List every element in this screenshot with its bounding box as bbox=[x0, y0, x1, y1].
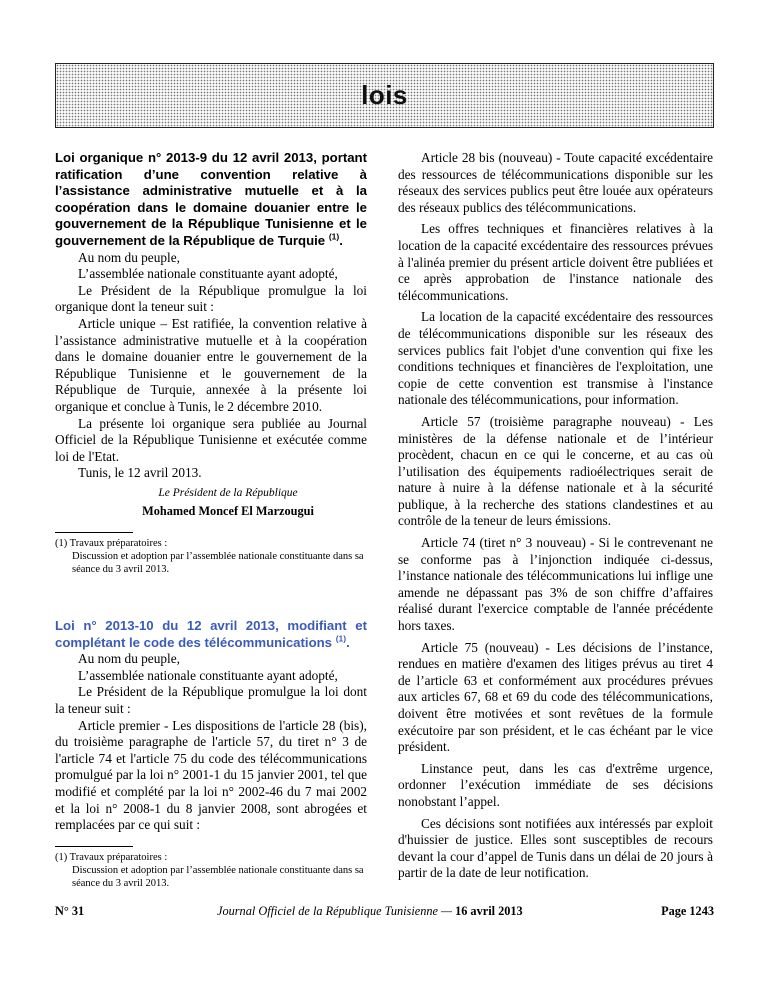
right-column bbox=[398, 150, 713, 882]
footnote-rule bbox=[55, 846, 133, 847]
law-title: Loi n° 2013-10 du 12 avril 2013, modifiant et complétant le code des télécommunications $^{(1)}$. bbox=[55, 618, 367, 650]
signature-role: Le Président de la République bbox=[158, 486, 298, 499]
journal-name: Journal Officiel de la République Tunisienne — bbox=[217, 904, 452, 918]
law-title: Loi organique n° 2013-9 du 12 avril 2013, portant ratification d’une convention relative à l’assistance administrative mutuelle et à la coopération dans le domaine douanier entre le gouvernement de la République Tunisienne et le gouvernement de la République de Turquie $^{(1)}$. bbox=[55, 150, 367, 248]
left-column bbox=[55, 150, 367, 890]
footnote-text: Discussion et adoption par l’assemblée nationale constituante dans sa séance du 3 avril 2013. bbox=[72, 864, 364, 889]
paragraph: Au nom du peuple, bbox=[78, 651, 180, 667]
footnote-text: Discussion et adoption par l’assemblée nationale constituante dans sa séance du 3 avril 2013. bbox=[72, 551, 364, 576]
paragraph: Le Président de la République promulgue la loi organique dont la teneur suit : bbox=[55, 282, 367, 315]
paragraph: Linstance peut, dans les cas d'extrême urgence, ordonner l’exécution immédiate de ses décisions nonobstant l’appel. bbox=[398, 760, 713, 809]
paragraph: La présente loi organique sera publiée au Journal Officiel de la République Tunisienne et exécutée comme loi de l'Etat. bbox=[55, 415, 367, 464]
law-title-text: Loi n° 2013-10 du 12 avril 2013, modifiant et complétant le code des télécommunications bbox=[55, 618, 367, 650]
paragraph: Article 75 (nouveau) - Les décisions de l’instance, rendues en matière d'examen des litiges prévus au tiret 4 de l’article 63 et conformément aux procédures prévues aux articles 67, 68 et 69 du code des télécommunications, doivent être motivées et sont revêtues de la formule exécutoire par son président, et le cas échéant par le vice président. bbox=[398, 639, 713, 755]
paragraph: L’assemblée nationale constituante ayant adopté, bbox=[78, 667, 338, 683]
spacer bbox=[55, 576, 367, 618]
footnote-head: (1) Travaux préparatoires : bbox=[55, 538, 168, 550]
issue-date: 16 avril 2013 bbox=[455, 904, 523, 918]
footnote-rule bbox=[55, 532, 133, 533]
footnote-ref: (1) bbox=[335, 633, 347, 644]
paragraph: Tunis, le 12 avril 2013. bbox=[78, 465, 202, 481]
paragraph: L’assemblée nationale constituante ayant adopté, bbox=[78, 266, 338, 282]
law-title-text: Loi organique n° 2013-9 du 12 avril 2013, portant ratification d’une convention relative à l’assistance administrative mutuelle et à la coopération dans le domaine douanier entre le gouvernement de la République Tunisienne et le gouvernement de la République de Turquie bbox=[55, 150, 367, 248]
section-title: lois bbox=[361, 80, 408, 110]
paragraph: Article premier - Les dispositions de l'article 28 (bis), du troisième paragraphe de l'article 57, du tiret n° 3 de l'article 74 et l'article 75 du code des télécommunications promulgué par la loi n° 2001-1 du 15 janvier 2001, tel que modifié et complété par la loi n° 2002-46 du 7 mai 2002 et la loi n° 2008-1 du 8 janvier 2008, sont abrogées et remplacées par ce qui suit : bbox=[55, 717, 367, 833]
paragraph: Le Président de la République promulgue la loi dont la teneur suit : bbox=[55, 684, 367, 717]
journal-line bbox=[217, 904, 523, 919]
footnote-ref: (1) bbox=[328, 231, 340, 242]
paragraph: Article 28 bis (nouveau) - Toute capacité excédentaire des ressources de télécommunications disponible sur les réseaux des services publics peut être louée aux opérateurs des réseaux publics des télécommunications. bbox=[398, 150, 713, 215]
paragraph: Au nom du peuple, bbox=[78, 249, 180, 265]
paragraph: La location de la capacité excédentaire des ressources de télécommunications disponible sur les réseaux des services publics fait l'objet d'une convention qui fixe les conditions techniques et financières de l'exploitation, une copie de cette convention est transmise à l'instance nationale des télécommunications, pour information. bbox=[398, 309, 713, 408]
paragraph: Ces décisions sont notifiées aux intéressés par exploit d'huissier de justice. Elles sont susceptibles de recours devant la cour d’appel de Tunis dans un délai de 20 jours à partir de la date de leur notification. bbox=[398, 815, 713, 881]
page-footer bbox=[55, 904, 714, 922]
issue-number: N° 31 bbox=[55, 904, 85, 918]
paragraph: Article unique – Est ratifiée, la convention relative à l’assistance administrative mutuelle et à la coopération dans le domaine douanier entre le gouvernement de la République Tunisienne et le gouvernement de la République de Turquie, annexée à la présente loi organique et conclue à Tunis, le 2 décembre 2010. bbox=[55, 315, 367, 414]
signature-name: Mohamed Moncef El Marzougui bbox=[142, 504, 314, 519]
page-number: Page 1243 bbox=[661, 904, 714, 918]
footnote-head: (1) Travaux préparatoires : bbox=[55, 851, 168, 863]
paragraph: Les offres techniques et financières relatives à la location de la capacité excédentaire des ressources prévues à l'alinéa premier du présent article doivent être publiées et ce après approbation de l'instance nationale des télécommunications. bbox=[398, 221, 713, 303]
paragraph: Article 74 (tiret n° 3 nouveau) - Si le contrevenant ne se conforme pas à l’injonction indiquée ci-dessus, l’instance nationale des télécommunications lui inflige une amende ne dépassant pas 3% de son chiffre d’affaires réalisé durant l'exercice comptable de l'année précédente hors taxes. bbox=[398, 535, 713, 634]
section-banner bbox=[55, 63, 714, 128]
paragraph: Article 57 (troisième paragraphe nouveau) - Les ministères de la défense nationale et de l’intérieur procèdent, chacun en ce qui le concerne, et au cas où l’utilisation des équipements radioélectriques serait de nature à nuire à la défense nationale et à la sécurité publique, à la recherche des stations clandestines et au contrôle de la teneur de leurs émissions. bbox=[398, 413, 713, 529]
